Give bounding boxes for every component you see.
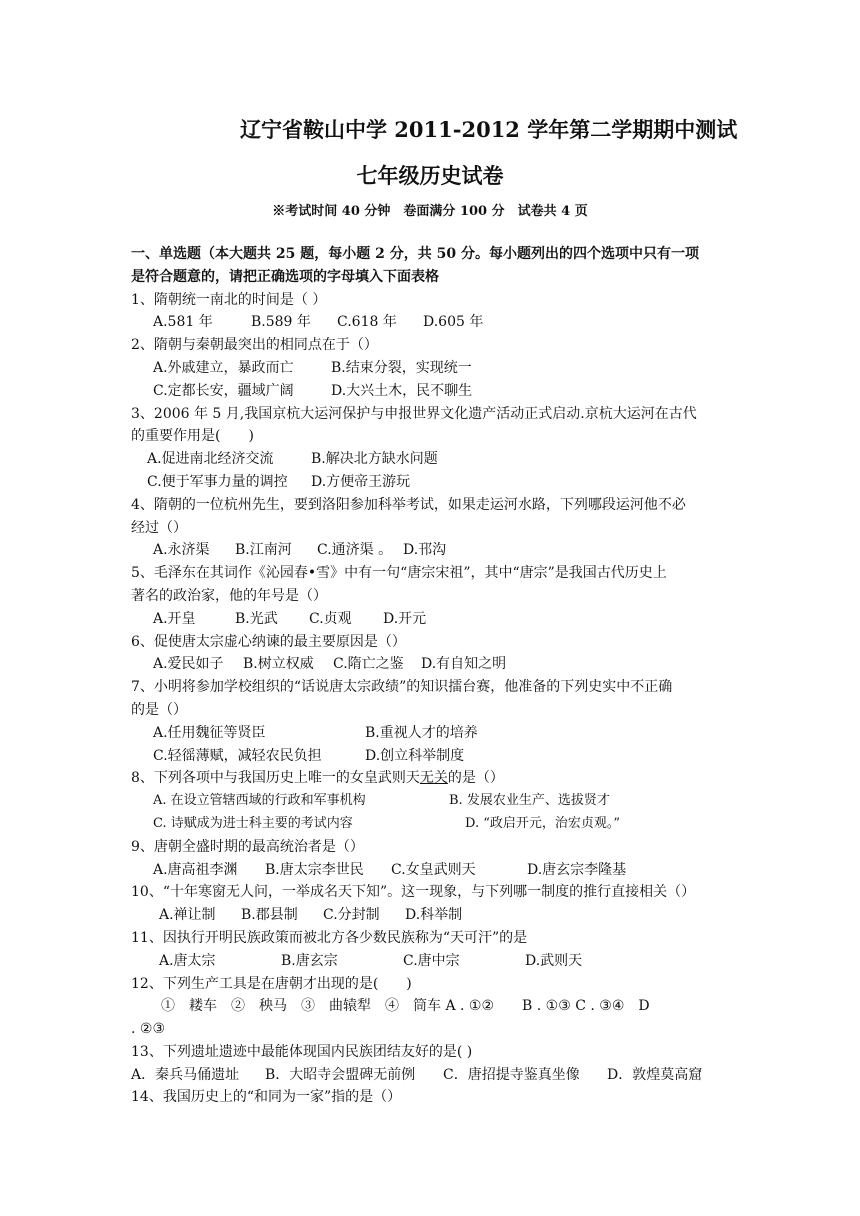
exam-info: ※考试时间 40 分钟 卷面满分 100 分 试卷共 4 页 (272, 204, 588, 219)
question-8-stem (131, 767, 741, 790)
option-b: B.郡县制 (241, 907, 298, 924)
option-a: A.爱民如子 (153, 656, 224, 673)
option-c: C.轻徭薄赋，减轻农民负担 (153, 747, 322, 764)
question-list (131, 243, 741, 1109)
question-7-stem: 7、小明将参加学校组织的“话说唐太宗政绩”的知识擂台赛，他准备的下列史实中不正确 (131, 679, 673, 696)
question-13-stem: 13、下列遗址遗迹中最能体现国内民族团结友好的是( ) (131, 1043, 473, 1060)
question-4-options (131, 539, 741, 562)
option-c: C.分封制 (323, 907, 380, 924)
question-12-stem: 12、下列生产工具是在唐朝才出现的是( ) (131, 975, 412, 992)
option-d: D.开元 (383, 610, 427, 627)
question-14-stem: 14、我国历史上的“和同为一家”指的是（） (131, 1089, 402, 1106)
question-2-options-cd (131, 380, 741, 403)
question-12-items-cont: . ②③ (131, 1021, 166, 1038)
question-2-options-ab (131, 357, 741, 380)
option-a: A.唐太宗 (159, 952, 216, 969)
option-c: C.定都长安，疆域广阔 (153, 382, 294, 399)
option-c: C.便于军事力量的调控 (147, 473, 288, 490)
question-10-options (131, 904, 741, 927)
question-4-stem: 4、隋朝的一位杭州先生，要到洛阳参加科举考试，如果走运河水路，下列哪段运河他不必 (131, 496, 686, 513)
option-d: D.大兴土木，民不聊生 (331, 382, 473, 399)
option-a: A.任用魏征等贤臣 (153, 724, 266, 741)
option-d: D.有自知之明 (421, 656, 507, 673)
option-c: C.贞观 (309, 610, 352, 627)
question-5-stem-cont: 著名的政治家，他的年号是（） (131, 587, 327, 604)
question-5-stem: 5、毛泽东在其词作《沁园春•雪》中有一句“唐宗宋祖”，其中“唐宗”是我国古代历史上 (131, 565, 667, 582)
question-8-options-cd (131, 813, 741, 836)
option-d: D.唐玄宗李隆基 (527, 861, 627, 878)
option-c: C.女皇武则天 (391, 861, 476, 878)
option-a: A.促进南北经济交流 (147, 451, 274, 468)
question-3-stem-cont: 的重要作用是( ) (131, 428, 254, 445)
option-b: B.唐玄宗 (281, 952, 338, 969)
question-11-options (131, 950, 741, 973)
option-d: D.邗沟 (403, 542, 447, 559)
option-d: D.方便帝王游玩 (311, 473, 411, 490)
question-4-stem-cont: 经过（） (131, 519, 187, 536)
exam-title: 辽宁省鞍山中学 2011-2012 学年第二学期期中测试 (240, 117, 738, 142)
stem-text: 8、下列各项中与我国历史上唯一的女皇武则天 (131, 770, 420, 787)
option-b: B.589 年 (251, 314, 311, 331)
option-b: B.光武 (235, 610, 278, 627)
option-b: B.解决北方缺水问题 (311, 451, 438, 468)
option-a: A. 在设立管辖西域的行政和军事机构 (153, 793, 366, 809)
option-c: C.隋亡之鉴 (333, 656, 404, 673)
option-a: A.禅让制 (159, 907, 216, 924)
option-a: A.581 年 (153, 314, 213, 331)
section-heading: 一、单选题（本大题共 25 题，每小题 2 分，共 50 分。每小题列出的四个选项中只有一项 (131, 246, 699, 262)
question-10-stem: 10、“十年寒窗无人问，一举成名天下知”。这一现象，与下列哪一制度的推行直接相关（） (131, 884, 696, 901)
option-c: C．唐招提寺鉴真坐像 (443, 1066, 580, 1083)
question-7-stem-cont: 的是（） (131, 701, 187, 718)
question-3-options-cd (131, 471, 741, 494)
option-b: B.重视人才的培养 (365, 724, 478, 741)
stem-underlined: 无关 (419, 770, 448, 787)
option-c: C.通济渠 。 (317, 542, 393, 559)
option-b: B.江南河 (235, 542, 292, 559)
question-9-options (131, 859, 741, 882)
question-12-items: ① 耧车 ② 秧马 ③ 曲辕犁 ④ 筒车 A . ①② B . ①③ C . ③④ D (161, 998, 650, 1015)
question-5-options (131, 608, 741, 631)
option-d: D.创立科举制度 (365, 747, 465, 764)
question-6-stem: 6、促使唐太宗虚心纳谏的最主要原因是（） (131, 633, 406, 650)
option-a: A.开皇 (153, 610, 196, 627)
option-b: B. 发展农业生产、选拔贤才 (449, 793, 610, 809)
option-c: C.618 年 (337, 314, 397, 331)
question-1-options (131, 311, 741, 334)
question-7-options-cd (131, 745, 741, 768)
stem-text-end: 的是（） (447, 770, 504, 787)
question-3-options-ab (131, 448, 741, 471)
option-a: A.唐高祖李渊 (153, 861, 238, 878)
question-7-options-ab (131, 722, 741, 745)
question-6-options (131, 653, 741, 676)
question-3-stem: 3、2006 年 5 月,我国京杭大运河保护与申报世界文化遗产活动正式启动.京杭大运河在古代 (131, 405, 697, 422)
question-8-options-ab (131, 790, 741, 813)
question-11-stem: 11、因执行开明民族政策而被北方各少数民族称为“天可汗”的是 (131, 929, 528, 946)
question-1-stem: 1、隋朝统一南北的时间是（ ） (131, 291, 327, 308)
option-b: B.唐太宗李世民 (265, 861, 364, 878)
option-a: A．秦兵马俑遗址 (131, 1066, 240, 1083)
option-c: C. 诗赋成为进士科主要的考试内容 (153, 815, 353, 831)
option-d: D.科举制 (405, 907, 463, 924)
section-heading-cont: 是符合题意的，请把正确选项的字母填入下面表格 (131, 268, 439, 285)
question-13-options (131, 1064, 741, 1087)
option-d: D.武则天 (525, 952, 583, 969)
question-9-stem: 9、唐朝全盛时期的最高统治者是（） (131, 838, 364, 855)
option-d: D. “政启开元，治宏贞观。” (465, 815, 621, 831)
option-b: B．大昭寺会盟碑无前例 (265, 1066, 416, 1083)
option-a: A.永济渠 (153, 542, 210, 559)
option-b: B.结束分裂，实现统一 (331, 359, 472, 376)
option-b: B.树立权威 (243, 656, 314, 673)
option-a: A.外戚建立，暴政而亡 (153, 359, 294, 376)
option-d: D.605 年 (423, 314, 484, 331)
option-c: C.唐中宗 (403, 952, 460, 969)
question-2-stem: 2、隋朝与秦朝最突出的相同点在于（） (131, 337, 378, 354)
exam-subtitle: 七年级历史试卷 (356, 163, 504, 188)
option-d: D．敦煌莫高窟 (607, 1066, 703, 1083)
